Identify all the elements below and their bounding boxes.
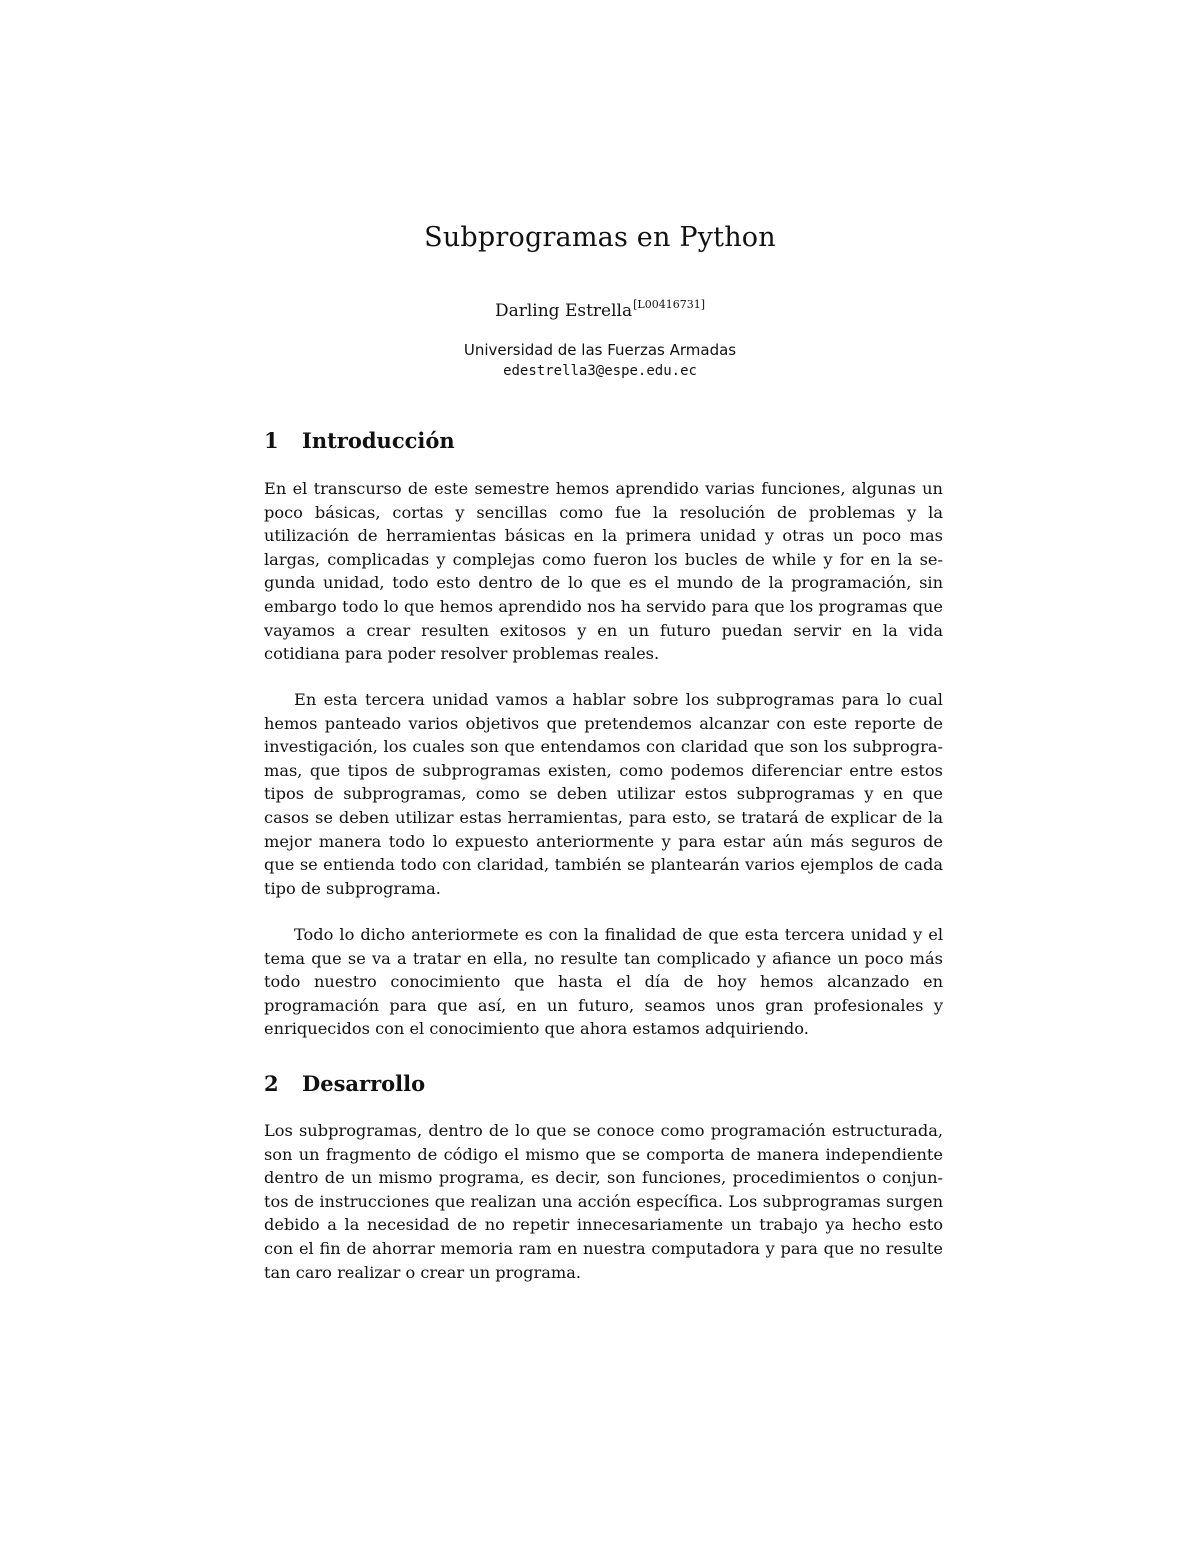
author-id: [L00416731] — [633, 298, 706, 311]
author-affiliation: Universidad de las Fuerzas Armadas — [463, 341, 737, 359]
section-number: 2 — [264, 1071, 279, 1096]
author-email: edestrella3@espe.edu.ec — [503, 363, 697, 379]
section-heading-desarrollo — [264, 1071, 425, 1096]
section-heading-introduccion — [264, 428, 455, 453]
intro-paragraph-2: En esta tercera unidad vamos a hablar sobre los subprogramas para lo cual hemos panteado varios objetivos que pretendemos alcanzar con este reporte de investigación, los cuales son que entendamos con claridad que son los subprogramas, que tipos de subprogramas existen, como podemos diferenciar entre estos tipos de subprogramas, como se deben utilizar estos subprogramas y en que casos se deben utilizar estas herramientas, para esto, se tratará de explicar de la mejor manera todo lo expuesto anteriormente y para estar aún más seguros de que se entienda todo con claridad, también se plantearán varios ejemplos de cada tipo de subprograma. — [264, 690, 943, 898]
section-title-text: Introducción — [302, 428, 455, 453]
author-name: Darling Estrella — [494, 301, 633, 321]
paper-title: Subprogramas en Python — [424, 222, 776, 253]
intro-paragraph-3: Todo lo dicho anteriormete es con la finalidad de que esta tercera unidad y el tema que se va a tratar en ella, no resulte tan complicado y afiance un poco más todo nuestro conocimiento que hasta el día de hoy hemos alcanzado en programación para que así, en un futuro, seamos unos gran profesionales y enriquecidos con el conocimiento que ahora estamos adquiriendo. — [264, 925, 943, 1039]
desarrollo-paragraph-1: Los subprogramas, dentro de lo que se conoce como programación estructurada, son un fragmento de código el mismo que se comporta de manera independiente dentro de un mismo programa, es decir, son funciones, procedimientos o conjuntos de instrucciones que realizan una acción específica. Los subprogramas surgen debido a la necesidad de no repetir innecesariamente un trabajo ya hecho esto con el fin de ahorrar memoria ram en nuestra computadora y para que no resulte tan caro realizar o crear un programa. — [264, 1121, 943, 1282]
section-number: 1 — [264, 428, 279, 453]
author-line — [0, 298, 1200, 321]
intro-paragraph-1: En el transcurso de este semestre hemos aprendido varias funciones, algunas un poco básicas, cortas y sencillas como fue la resolución de problemas y la utilización de herramientas básicas en la primera unidad y otras un poco mas largas, complicadas y complejas como fueron los bucles de while y for en la segunda unidad, todo esto dentro de lo que es el mundo de la programación, sin embargo todo lo que hemos aprendido nos ha servido para que los programas que vayamos a crear resulten exitosos y en un futuro puedan servir en la vida cotidiana para poder resolver problemas reales. — [264, 479, 943, 664]
section-title-text: Desarrollo — [302, 1071, 426, 1096]
